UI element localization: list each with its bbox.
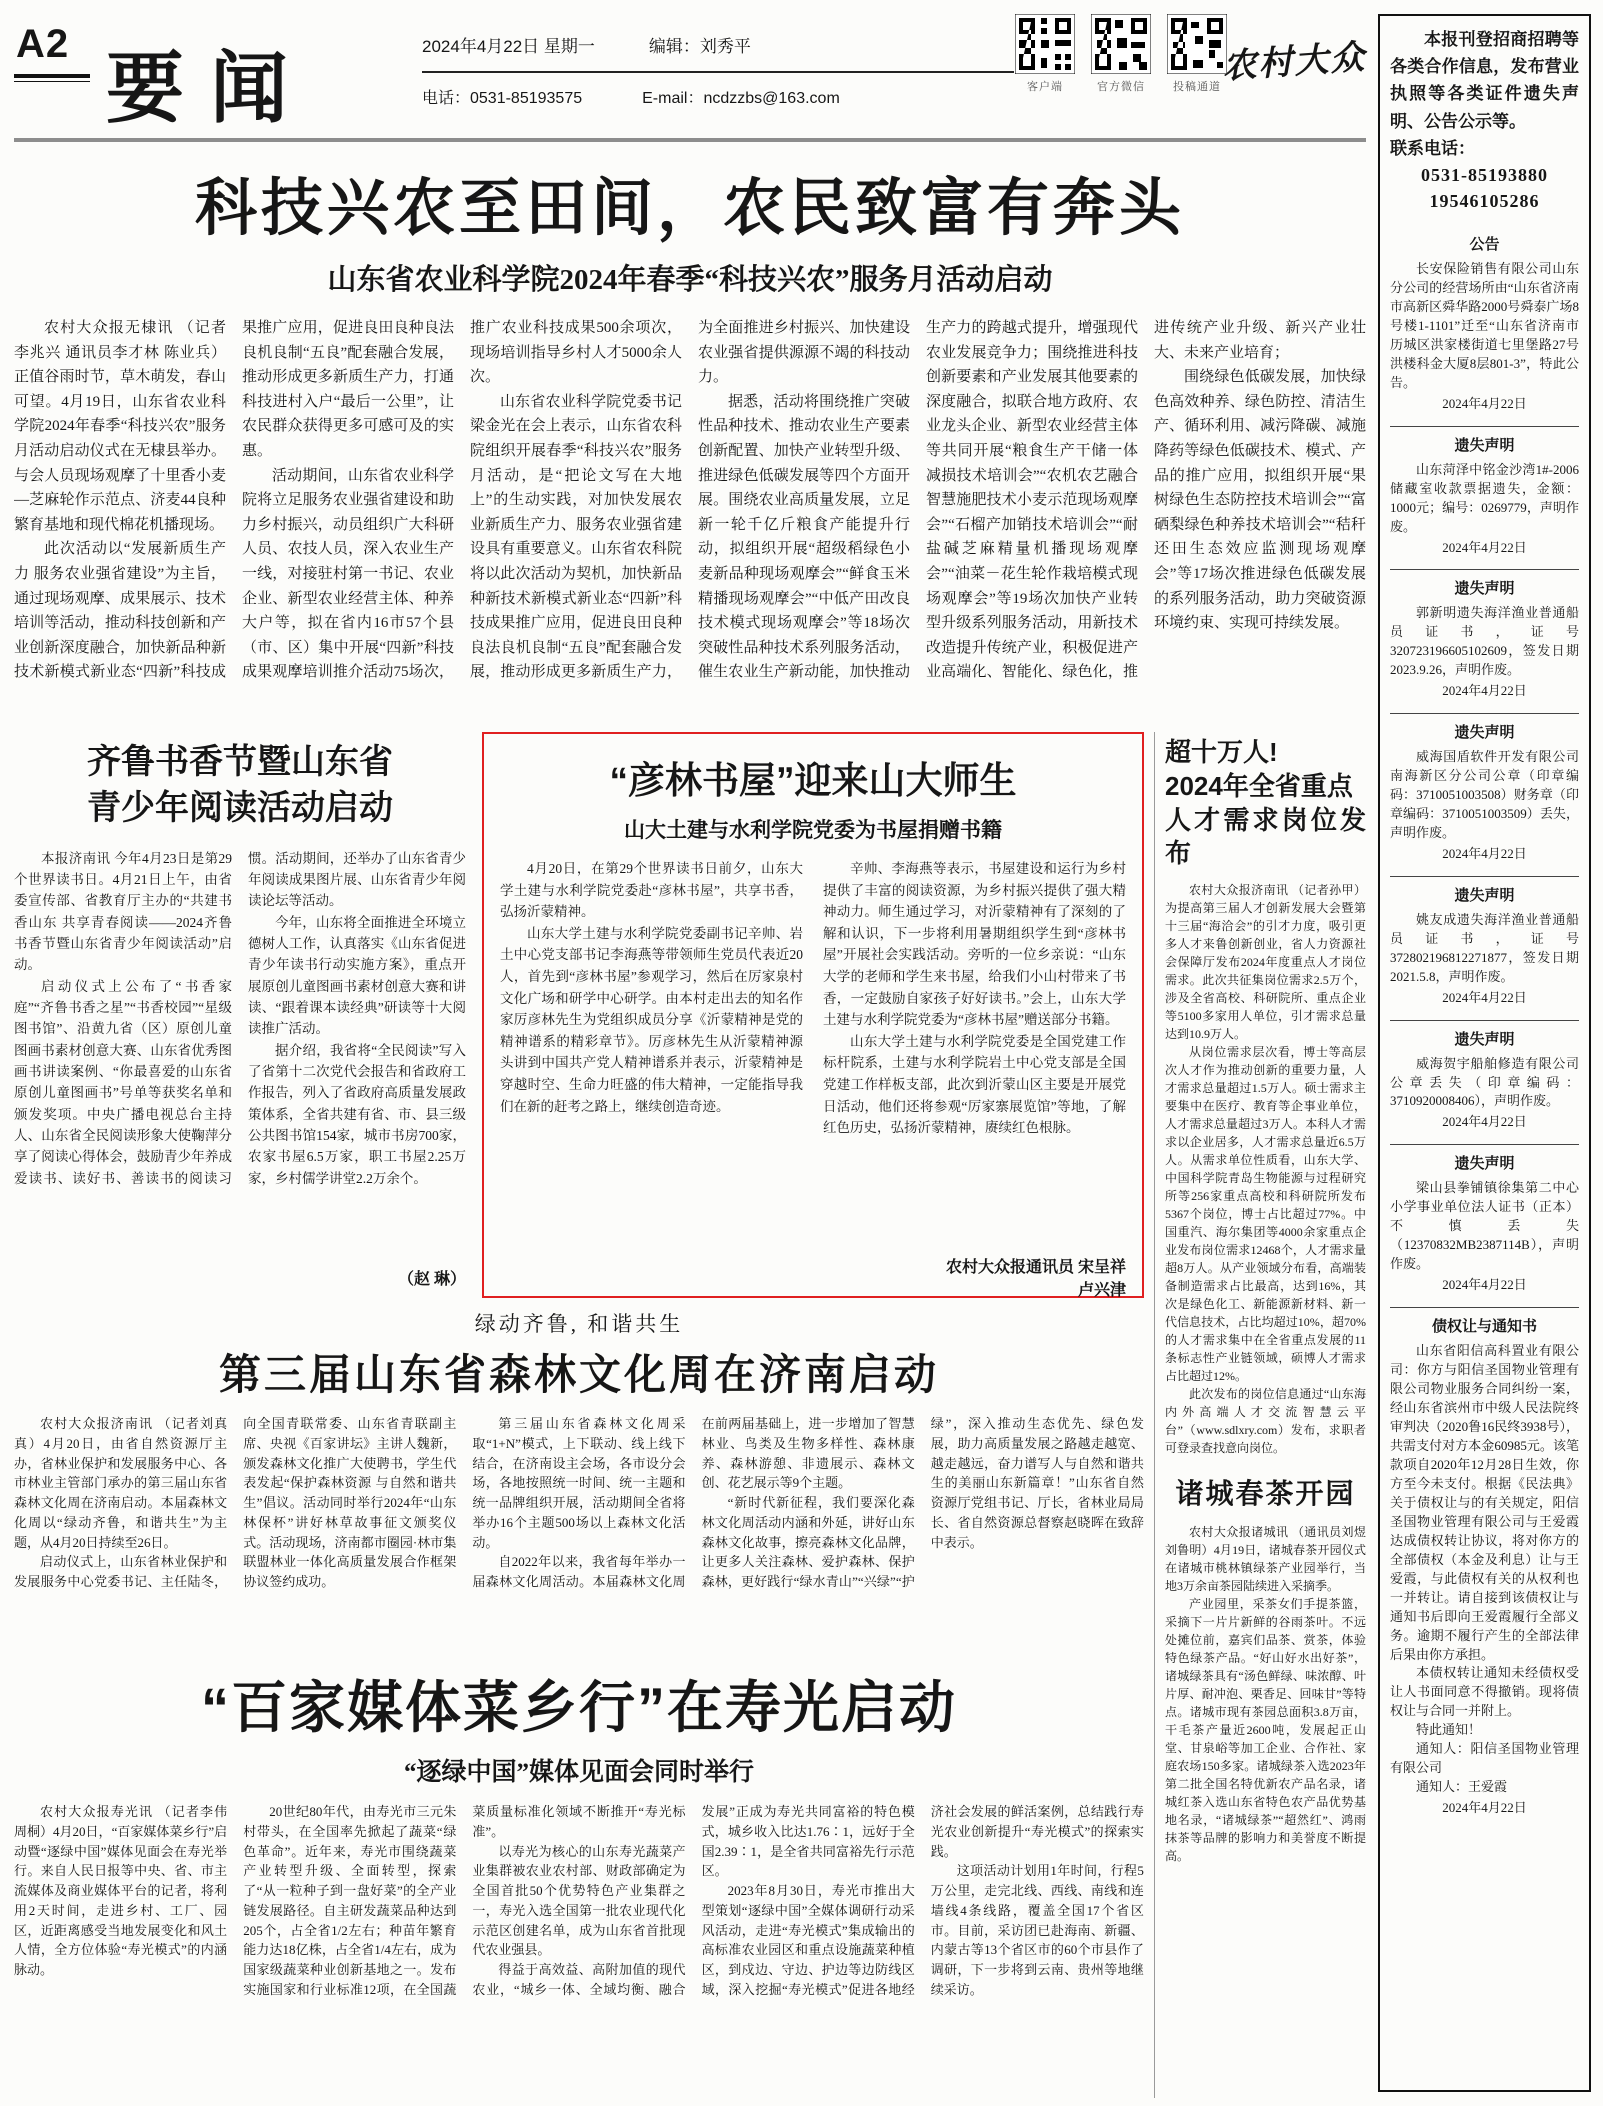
paragraph: 农村大众报无棣讯 （记者李兆兴 通讯员李才林 陈业兵）正值谷雨时节，草木萌发，春山可望。4月19日，山东省农业科学院2024年春季“科技兴农”服务月活动启动仪式在无棣县举办。与会人员现场观摩了十里香小麦—芝麻轮作示范点、济麦44良种繁育基地和现代棉花机播现场。	[14, 320, 226, 533]
article-top-story	[14, 158, 1366, 718]
baijia-subhead: “逐绿中国”媒体见面会同时举行	[403, 1759, 754, 1786]
paragraph: “新时代新征程，我们要深化森林文化周活动内涵和外延，讲好山东森林文化故事，擦亮森林文化品牌，让更多人关注森林、爱护森林、保护森林，更好践行“绿水青山”“兴绿”“护绿”，深入推动生态优先、绿色发展，助力高质量发展之路越走越宽、越走越远，奋力谱写人与自然和谐共生的美丽山东新篇章！”山东省自然资源厅党组书记、厅长，省林业局局长、省自然资源总督察赵晓晖在致辞中表示。	[701, 1416, 1144, 1589]
qr-group	[1014, 14, 1228, 94]
qr-code-icon	[1167, 14, 1227, 74]
notice-title: 遗失声明	[1454, 724, 1515, 742]
paragraph: 20世纪80年代，由寿光市三元朱村带头，在全国率先掀起了蔬菜“绿色革命”。近年来，寿光市围绕蔬菜产业转型升级、全面转型，探索了“从一粒种子到一盘好菜”的全产业链发展路径。自主研发蔬菜品种达到205个，占全省1/2左右；种苗年繁育能力达18亿株，占全省1/4左右，成为国家级蔬菜种业创新基地之一。发布实施国家和行业标准12项，在全国蔬菜质量标准化领域不断推开“寿光标准”。	[243, 1804, 686, 1997]
paragraph: 山东大学土建与水利学院党委副书记辛帅、岩土中心党支部书记李海燕等带领师生党员代表近20人，首先到“彦林书屋”参观学习，然后在厉家泉村文化广场和研学中心研学。由本村走出去的知名作家厉彦林先生为党组织成员分享《沂蒙精神是党的精神谱系的精彩章节》。厉彦林先生从沂蒙精神源头讲到中国共产党人精神谱系并表示，沂蒙精神是穿越时空、生命力旺盛的伟大精神，一定能指导我们在新的赶考之路上，继续创造奇迹。	[500, 925, 803, 1114]
notice-title: 遗失声明	[1454, 886, 1515, 904]
qr-code-icon	[1015, 14, 1075, 74]
notice-paragraph: 郭新明遗失海洋渔业普通船员证书，证号320723196605102609，签发日期2023.9.26，声明作废。	[1390, 605, 1579, 678]
masthead-center	[422, 32, 1014, 108]
tea-body	[1165, 1523, 1366, 1865]
qr-label: 官方微信	[1097, 81, 1145, 93]
qr-code-icon	[1091, 14, 1151, 74]
notice-date: 2024年4月22日	[1442, 845, 1527, 861]
classifieds-intro: 本报刊登招商招聘等各类合作信息，发布营业执照等各类证件遗失声明、公告公示等。	[1390, 30, 1579, 131]
paragraph: 今年，山东将全面推进全环境立德树人工作，认真落实《山东省促进青少年读书行动实施方案》，重点开展原创儿童图画书素材创意大赛和讲读、“跟着课本读经典”研读等十大阅读推广活动。	[248, 914, 466, 1037]
paragraph: 农村大众报诸城讯 （通讯员刘煜 刘鲁明）4月19日，诸城春茶开园仪式在诸城市桃林镇绿茶产业园举行，当地3万余亩茶园陆续进入采摘季。	[1165, 1525, 1366, 1594]
masthead-rule	[422, 71, 1014, 73]
forest-body	[14, 1414, 1144, 1652]
classified-notice	[1390, 426, 1579, 558]
article-forest-week	[14, 1308, 1144, 1652]
paragraph: 本报济南讯 今年4月23日是第29个世界读书日。4月21日上午，由省委宣传部、省教育厅主办的“共建书香山东 共享青春阅读——2024齐鲁书香节暨山东省青少年阅读活动”启动。	[14, 850, 232, 973]
notice-paragraph: 长安保险销售有限公司山东分公司的经营场所由“山东省济南市高新区舜华路2000号舜泰广场8号楼1-1101”迁至“山东省济南市历城区洪家楼街道七里堡路27号洪楼科金大厦8层801-3”，特此公告。	[1390, 260, 1579, 390]
article-tea-opening	[1165, 1473, 1366, 1865]
notice-date: 2024年4月22日	[1442, 395, 1527, 411]
paragraph: 山东大学土建与水利学院党委是全国党建工作标杆院系，土建与水利学院岩土中心党支部是全国党建工作样板支部，此次到沂蒙山区主要是开展党日活动，他们还将参观“厉家寨展览馆”等地，了解红色历史，弘扬沂蒙精神，赓续红色根脉。	[823, 1033, 1126, 1136]
paragraph: 产业园里，采茶女们手提茶篮，采摘下一片片新鲜的谷雨茶叶。不远处摊位前，嘉宾们品茶、赏茶，体验特色绿茶产品。“好山好水出好茶”，诸城绿茶具有“汤色鲜绿、味浓醇、叶片厚、耐冲泡、栗香足、回味甘”等特点。诸城市现有茶园总面积3.8万亩，干毛茶产量近2600吨，发展起正山堂、甘泉峪等加工企业、合作社、家庭农场150多家。诸城绿茶入选2023年第二批全国名特优新农产品名录，诸城红茶入选山东省特色农产品优势基地名录，“诸城绿茶”“超然红”、鸿雨抹茶等品牌的影响力和美誉度不断提高。	[1165, 1597, 1366, 1864]
classifieds-phone-1: 0531-85193880	[1421, 164, 1548, 185]
qilu-headline-line2: 青少年阅读活动启动	[87, 788, 393, 827]
paragraph: 从岗位需求层次看，博士等高层次人才作为推动创新的重要力量，人才需求总量超过1.5万人。硕士需求主要集中在医疗、教育等企事业单位，人才需求总量超过3万人。本科人才需求以企业居多，人才需求总量近6.5万人。从需求单位性质看，山东大学、中国科学院青岛生物能源与过程研究所等256家重点高校和科研院所发布5367个岗位，博士占比超过77%。中国重汽、海尔集团等4000余家重点企业发布岗位需求12468个，人才需求量超8万人。从产业领域分布看，高端装备制造需求占比最高，达到16%，其次是绿色化工、新能源新材料、新一代信息技术，占比均超过10%，超70%的人才需求集中在全省重点发展的11条标志性产业链领域，硕博人才需求占比超过12%。	[1165, 1045, 1366, 1384]
page-label-rule	[14, 74, 90, 82]
paragraph: 山东省农业科学院党委书记梁金光在会上表示，山东省农科院组织开展春季“科技兴农”服务月活动，是“把论文写在大地上”的生动实践，对加快发展农业新质生产力、服务农业强省建设具有重要意义。山东省农科院将以此次活动为契机，加快新品种新技术新模式新业态“四新”科技成果推广应用，促进良田良种良法良机良制“五良”配套融合发展，推动形成更多新质生产力，为全面推进乡村振兴、加快建设农业强省提供源源不竭的科技动力。	[470, 320, 910, 681]
qilu-body	[14, 848, 466, 1266]
notice-date: 2024年4月22日	[1442, 1114, 1527, 1130]
right-rail	[1154, 732, 1366, 2098]
talent-headline-line1: 超十万人!	[1165, 737, 1278, 767]
masthead	[14, 8, 1366, 136]
notice-paragraph: 威海贺宇船舶修造有限公司公章丢失（印章编码：3710920008406），声明作废。	[1390, 1055, 1579, 1109]
paragraph: 4月20日，在第29个世界读书日前夕，山东大学土建与水利学院党委赴“彦林书屋”，共享书香，弘扬沂蒙精神。	[500, 861, 803, 920]
top-story-subhead: 山东省农业科学院2024年春季“科技兴农”服务月活动启动	[327, 264, 1053, 296]
qr-label: 客户端	[1027, 81, 1063, 93]
notice-date: 2024年4月22日	[1442, 989, 1527, 1005]
newspaper-brand-logo: 农村大众	[1221, 39, 1368, 86]
classified-notice	[1390, 713, 1579, 864]
paragraph: 自2022年以来，我省每年举办一届森林文化周活动。本届森林文化周在前两届基础上，进一步增加了智慧林业、鸟类及生物多样性、森林康养、森林游憩、非遗展示、森林文创、花艺展示等9个主题。	[472, 1416, 915, 1589]
email-line: E-mail：ncdzzbs@163.com	[642, 90, 840, 107]
yanlin-headline: “彦林书屋”迎来山大师生	[609, 760, 1017, 801]
notice-date: 2024年4月22日	[1442, 1277, 1527, 1293]
baijia-body	[14, 1802, 1144, 2098]
classified-notice	[1390, 876, 1579, 1008]
notice-paragraph: 姚友成遗失海洋渔业普通船员证书，证号372802196812271877，签发日期2021.5.8，声明作废。	[1390, 911, 1579, 984]
notice-title: 遗失声明	[1454, 436, 1515, 454]
notice-title: 遗失声明	[1454, 1030, 1515, 1048]
main-area	[14, 8, 1366, 2098]
paragraph: 农村大众报寿光讯 （记者李伟 周桐）4月20日，“百家媒体菜乡行”启动暨“逐绿中国”媒体见面会在寿光举行。来自人民日报等中央、省、市主流媒体及商业媒体平台的记者，将利用2天时间，走进乡村、工厂、园区，近距离感受当地发展变化和风土人情，全方位体验“寿光模式”的内涵脉动。	[14, 1804, 228, 1977]
yanlin-signature-line2: 卢兴津	[1077, 1282, 1126, 1299]
yanlin-signature-line1: 农村大众报通讯员 宋呈祥	[945, 1259, 1126, 1276]
qr-app	[1014, 14, 1076, 94]
notice-title: 遗失声明	[1454, 1155, 1515, 1173]
classified-notice	[1390, 226, 1579, 414]
paragraph: 2023年8月30日，寿光市推出大型策划“逐绿中国”全媒体调研行动采风活动，走进“寿光模式”集成输出的高标准农业园区和重点设施蔬菜种植区，到戍边、守边、护边等边防线区域，深入挖掘“寿光模式”促进各地经济社会发展的鲜活案例，总结践行寿光农业创新提升“寿光模式”的探索实践。	[701, 1804, 1144, 1997]
talent-headline-line3: 人才需求岗位发布	[1165, 804, 1366, 869]
top-story-body	[14, 316, 1366, 718]
yanlin-subhead: 山大土建与水利学院党委为书屋捐赠书籍	[624, 818, 1002, 842]
paragraph: 农村大众报济南讯 （记者孙甲）为提高第三届人才创新发展大会暨第十三届“海洽会”的引才力度，吸引更多人才来鲁创新创业，省人力资源社会保障厅发布2024年度重点人才岗位需求。此次共征集岗位需求2.5万个，涉及全省高校、科研院所、重点企业等5100多家用人单位，引才需求总量达到10.9万人。	[1165, 883, 1366, 1042]
paragraph: 此次活动以“发展新质生产力 服务农业强省建设”为主旨，通过现场观摩、成果展示、技术培训等活动，推动科技创新和产业创新深度融合，加快新品种新技术新模式新业态“四新”科技成果推广应用，促进良田良种良法良机良制“五良”配套融合发展，推动形成更多新质生产力，打通科技进村入户“最后一公里”，让农民群众获得更多可感可及的实惠。	[14, 320, 454, 681]
paragraph: 得益于高效益、高附加值的现代农业，“城乡一体、全域均衡、融合发展”正成为寿光共同富裕的特色模式，城乡收入比达1.76∶1，远好于全国2.39∶1，是全省共同富裕先行示范区。	[472, 1804, 915, 1997]
notice-title: 债权让与通知书	[1431, 1318, 1537, 1336]
notice-title: 公告	[1469, 236, 1500, 254]
paragraph: 据悉，活动将围绕推广突破性品种技术、推动农业生产要素创新配置、加快产业转型升级、推进绿色低碳发展等四个方面开展。围绕农业高质量发展，立足新一轮千亿斤粮食产能提升行动，拟组织开展“超级稻绿色小麦新品种现场观摩会”“鲜食玉米精播现场观摩会”“中低产田改良技术模式现场观摩会”等18场次突破性品种技术系列服务活动，催生农业生产新动能，加快推动生产力的跨越式提升，增强现代农业发展竞争力；围绕推进科技创新要素和产业发展其他要素的深度融合，拟联合地方政府、农业龙头企业、新型农业经营主体等共同开展“粮食生产干储一体减损技术培训会”“农机农艺融合智慧施肥技术小麦示范现场观摩会”“石榴产加销技术培训会”“耐盐碱芝麻精量机播现场观摩会”“油菜－花生轮作栽培模式现场观摩会”等19场次加快产业转型升级系列服务活动，用新技术改造提升传统产业，积极促进产业高端化、智能化、绿色化，推进传统产业升级、新兴产业壮大、未来产业培育；	[698, 320, 1366, 681]
classified-notice	[1390, 1020, 1579, 1133]
paragraph: 辛帅、李海燕等表示，书屋建设和运行为乡村提供了丰富的阅读资源，为乡村振兴提供了强大精神动力。师生通过学习，对沂蒙精神有了深刻的了解和认识，下一步将利用暑期组织学生到“彦林书屋”开展社会实践活动。旁听的一位乡亲说：“山东大学的老师和学生来书屋，给我们小山村带来了书香，一定鼓励自家孩子好好读书。”会上，山东大学土建与水利学院党委为“彦林书屋”赠送部分书籍。	[823, 861, 1126, 1028]
notice-title: 遗失声明	[1454, 580, 1515, 598]
top-story-headline: 科技兴农至田间，农民致富有奔头	[194, 174, 1185, 243]
classifieds-sidebar	[1378, 14, 1591, 2092]
notice-paragraph: 山东省阳信高科置业有限公司：你方与阳信圣国物业管理有限公司物业服务合同纠纷一案，经山东省滨州市中级人民法院终审判决（2020鲁16民终3938号），共需支付对方本金60985元。该笔款项自2020年12月28日生效，你方至今未支付。根据《民法典》关于债权让与的有关规定，阳信圣国物业管理有限公司与王爱霞达成债权转让协议，将对你方的全部债权（本金及利息）让与王爱霞，与此债权有关的从权利也一并转让。请自接到该债权让与通知书后即向王爱霞履行全部义务。逾期不履行产生的全部法律后果由你方承担。	[1390, 1343, 1579, 1662]
baijia-headline: “百家媒体菜乡行”在寿光启动	[201, 1676, 957, 1739]
qilu-headline-line1: 齐鲁书香节暨山东省	[87, 743, 393, 781]
classified-notice	[1390, 569, 1579, 701]
paragraph: 此次发布的岗位信息通过“山东海内外高端人才交流智慧云平台”（www.sdlxry.com）发布，求职者可登录查找意向岗位。	[1165, 1387, 1366, 1456]
classified-notice	[1390, 1307, 1579, 1818]
classified-notice	[1390, 1144, 1579, 1295]
article-yanlin-bookhouse	[482, 732, 1144, 1298]
paragraph: 这项活动计划用1年时间，行程5万公里，走完北线、西线、南线和连墙线4条线路，覆盖全国17个省区市。目前，采访团已赴海南、新疆、内蒙古等13个省区市的60个市县作了调研，下一步将到云南、贵州等地继续采访。	[930, 1863, 1144, 1997]
forest-kicker: 绿动齐鲁, 和谐共生	[474, 1312, 684, 1336]
notice-paragraph: 通知人：阳信圣国物业管理有限公司	[1390, 1741, 1579, 1776]
phone-line: 电话：0531-85193575	[422, 90, 583, 107]
forest-headline: 第三届山东省森林文化周在济南启动	[218, 1351, 939, 1398]
section-title: 要闻	[106, 44, 315, 132]
paragraph: 启动仪式上，山东省林业保护和发展服务中心党委书记、主任陆冬，向全国青联常委、山东省青联副主席、央视《百家讲坛》主讲人魏新，颁发森林文化推广大使聘书，学生代表发起“保护森林资源 与自然和谐共生”倡议。活动同时举行2024年“山东林保杯”讲好林草故事征文颁奖仪式。活动现场，济南都市圈园·林市集联盟林业一体化高质量发展合作框架协议签约成功。	[14, 1416, 457, 1589]
paragraph: 启动仪式上公布了“书香家庭”“齐鲁书香之星”“书香校园”“星级图书馆”、沿黄九省（区）原创儿童图画书素材创意大赛、山东省优秀图画书讲读案例、“你最喜爱的山东省原创儿童图画书”号单等获奖名单和颁发奖项。中央广播电视总台主持人、山东省全民阅读形象大使鞠萍分享了阅读心得体会，鼓励青少年养成爱读书、读好书、善读书的阅读习惯。活动期间，还举办了山东省青少年阅读成果图片展、山东省青少年阅读论坛等活动。	[14, 850, 466, 1186]
yanlin-body	[500, 858, 1126, 1254]
notice-date: 2024年4月22日	[1442, 539, 1527, 555]
article-qilu-reading	[14, 732, 466, 1298]
masthead-divider	[14, 138, 1366, 142]
tea-headline: 诸城春茶开园	[1175, 1478, 1356, 1510]
article-talent-demand	[1165, 736, 1366, 1457]
classifieds-phone-2: 19546105286	[1429, 190, 1540, 211]
talent-headline	[1165, 736, 1366, 871]
notice-date: 2024年4月22日	[1442, 683, 1527, 699]
notice-paragraph: 特此通知！	[1416, 1722, 1482, 1738]
paragraph: 据介绍，我省将“全民阅读”写入了省第十二次党代会报告和省政府工作报告，列入了省政府高质量发展政策体系，全省共建有省、市、县三级公共图书馆154家，城市书房700家，农家书屋6.5万家，职工书屋2.25万家，乡村儒学讲堂2.2万余个。	[248, 1042, 466, 1186]
left-region	[14, 732, 1144, 2098]
qilu-headline	[14, 740, 466, 832]
notice-paragraph: 威海国盾软件开发有限公司南海新区分公司公章（印章编码：3710051003508）财务章（印章编码：3710051003509）丢失，声明作废。	[1390, 749, 1579, 840]
paragraph: 第三届山东省森林文化周采取“1+N”模式，上下联动、线上线下结合，在济南设主会场，各市设分会场，各地按照统一时间、统一主题和统一品牌组织开展，活动期间全省将举办16个主题500场以上森林文化活动。	[472, 1416, 686, 1550]
paragraph: 活动期间，山东省农业科学院将立足服务农业强省建设和助力乡村振兴，动员组织广大科研人员、农技人员，深入农业生产一线，对接驻村第一书记、农业企业、新型农业经营主体、种养大户等，拟在省内16市57个县（市、区）集中开展“四新”科技成果观摩培训推介活动75场次，推广农业科技成果500余项次，现场培训指导乡村人才5000余人次。	[242, 320, 682, 681]
paragraph: 农村大众报济南讯 （记者刘真真）4月20日，由省自然资源厅主办，省林业保护和发展服务中心、各市林业主管部门承办的第三届山东省森林文化周在济南启动。本届森林文化周以“绿动齐鲁，和谐共生”为主题，从4月20日持续至26日。	[14, 1416, 228, 1550]
qr-submission	[1166, 14, 1228, 94]
editor-credit: 编辑：刘秀平	[648, 37, 751, 56]
talent-headline-line2: 2024年全省重点	[1165, 770, 1353, 801]
qr-wechat	[1090, 14, 1152, 94]
talent-body	[1165, 881, 1366, 1457]
paragraph: 以寿光为核心的山东寿光蔬菜产业集群被农业农村部、财政部确定为全国首批50个优势特色产业集群之一，寿光入选全国第一批农业现代化示范区创建名单，成为山东省首批现代农业强县。	[472, 1843, 686, 1958]
qr-label: 投稿通道	[1173, 81, 1221, 93]
notice-paragraph: 梁山县拳铺镇徐集第二中心小学事业单位法人证书（正本）不慎丢失（12370832MB2387114B），声明作废。	[1390, 1180, 1579, 1272]
classifieds-contact-label: 联系电话：	[1390, 138, 1475, 158]
notice-date: 2024年4月22日	[1442, 1800, 1527, 1816]
notice-paragraph: 本债权转让通知未经债权受让人书面同意不得撤销。现将债权让与合同一并附上。	[1390, 1665, 1579, 1719]
dateline: 2024年4月22日 星期一	[422, 37, 595, 56]
page-number-label: A2	[16, 22, 70, 66]
paragraph: 围绕绿色低碳发展，加快绿色高效种养、绿色防控、清洁生产、循环利用、减污降碳、减施降药等绿色低碳技术、模式、产品的推广应用，拟组织开展“果树绿色生态防控技术培训会”“富硒梨绿色种养技术培训会”“秸秆还田生态效应监测现场观摩会”等17场次推进绿色低碳发展的系列服务活动，助力突破资源环境约束、实现可持续发展。	[1154, 369, 1366, 632]
notice-paragraph: 通知人：王爱霞	[1416, 1779, 1508, 1795]
article-baijia-media	[14, 1664, 1144, 2098]
classifieds-list	[1390, 226, 1579, 1818]
qilu-signature: （赵 琳）	[397, 1270, 466, 1288]
notice-paragraph: 山东菏泽中铭金沙湾1#-2006储藏室收款票据遗失，金额：1000元；编号：0269779，声明作废。	[1390, 461, 1579, 534]
